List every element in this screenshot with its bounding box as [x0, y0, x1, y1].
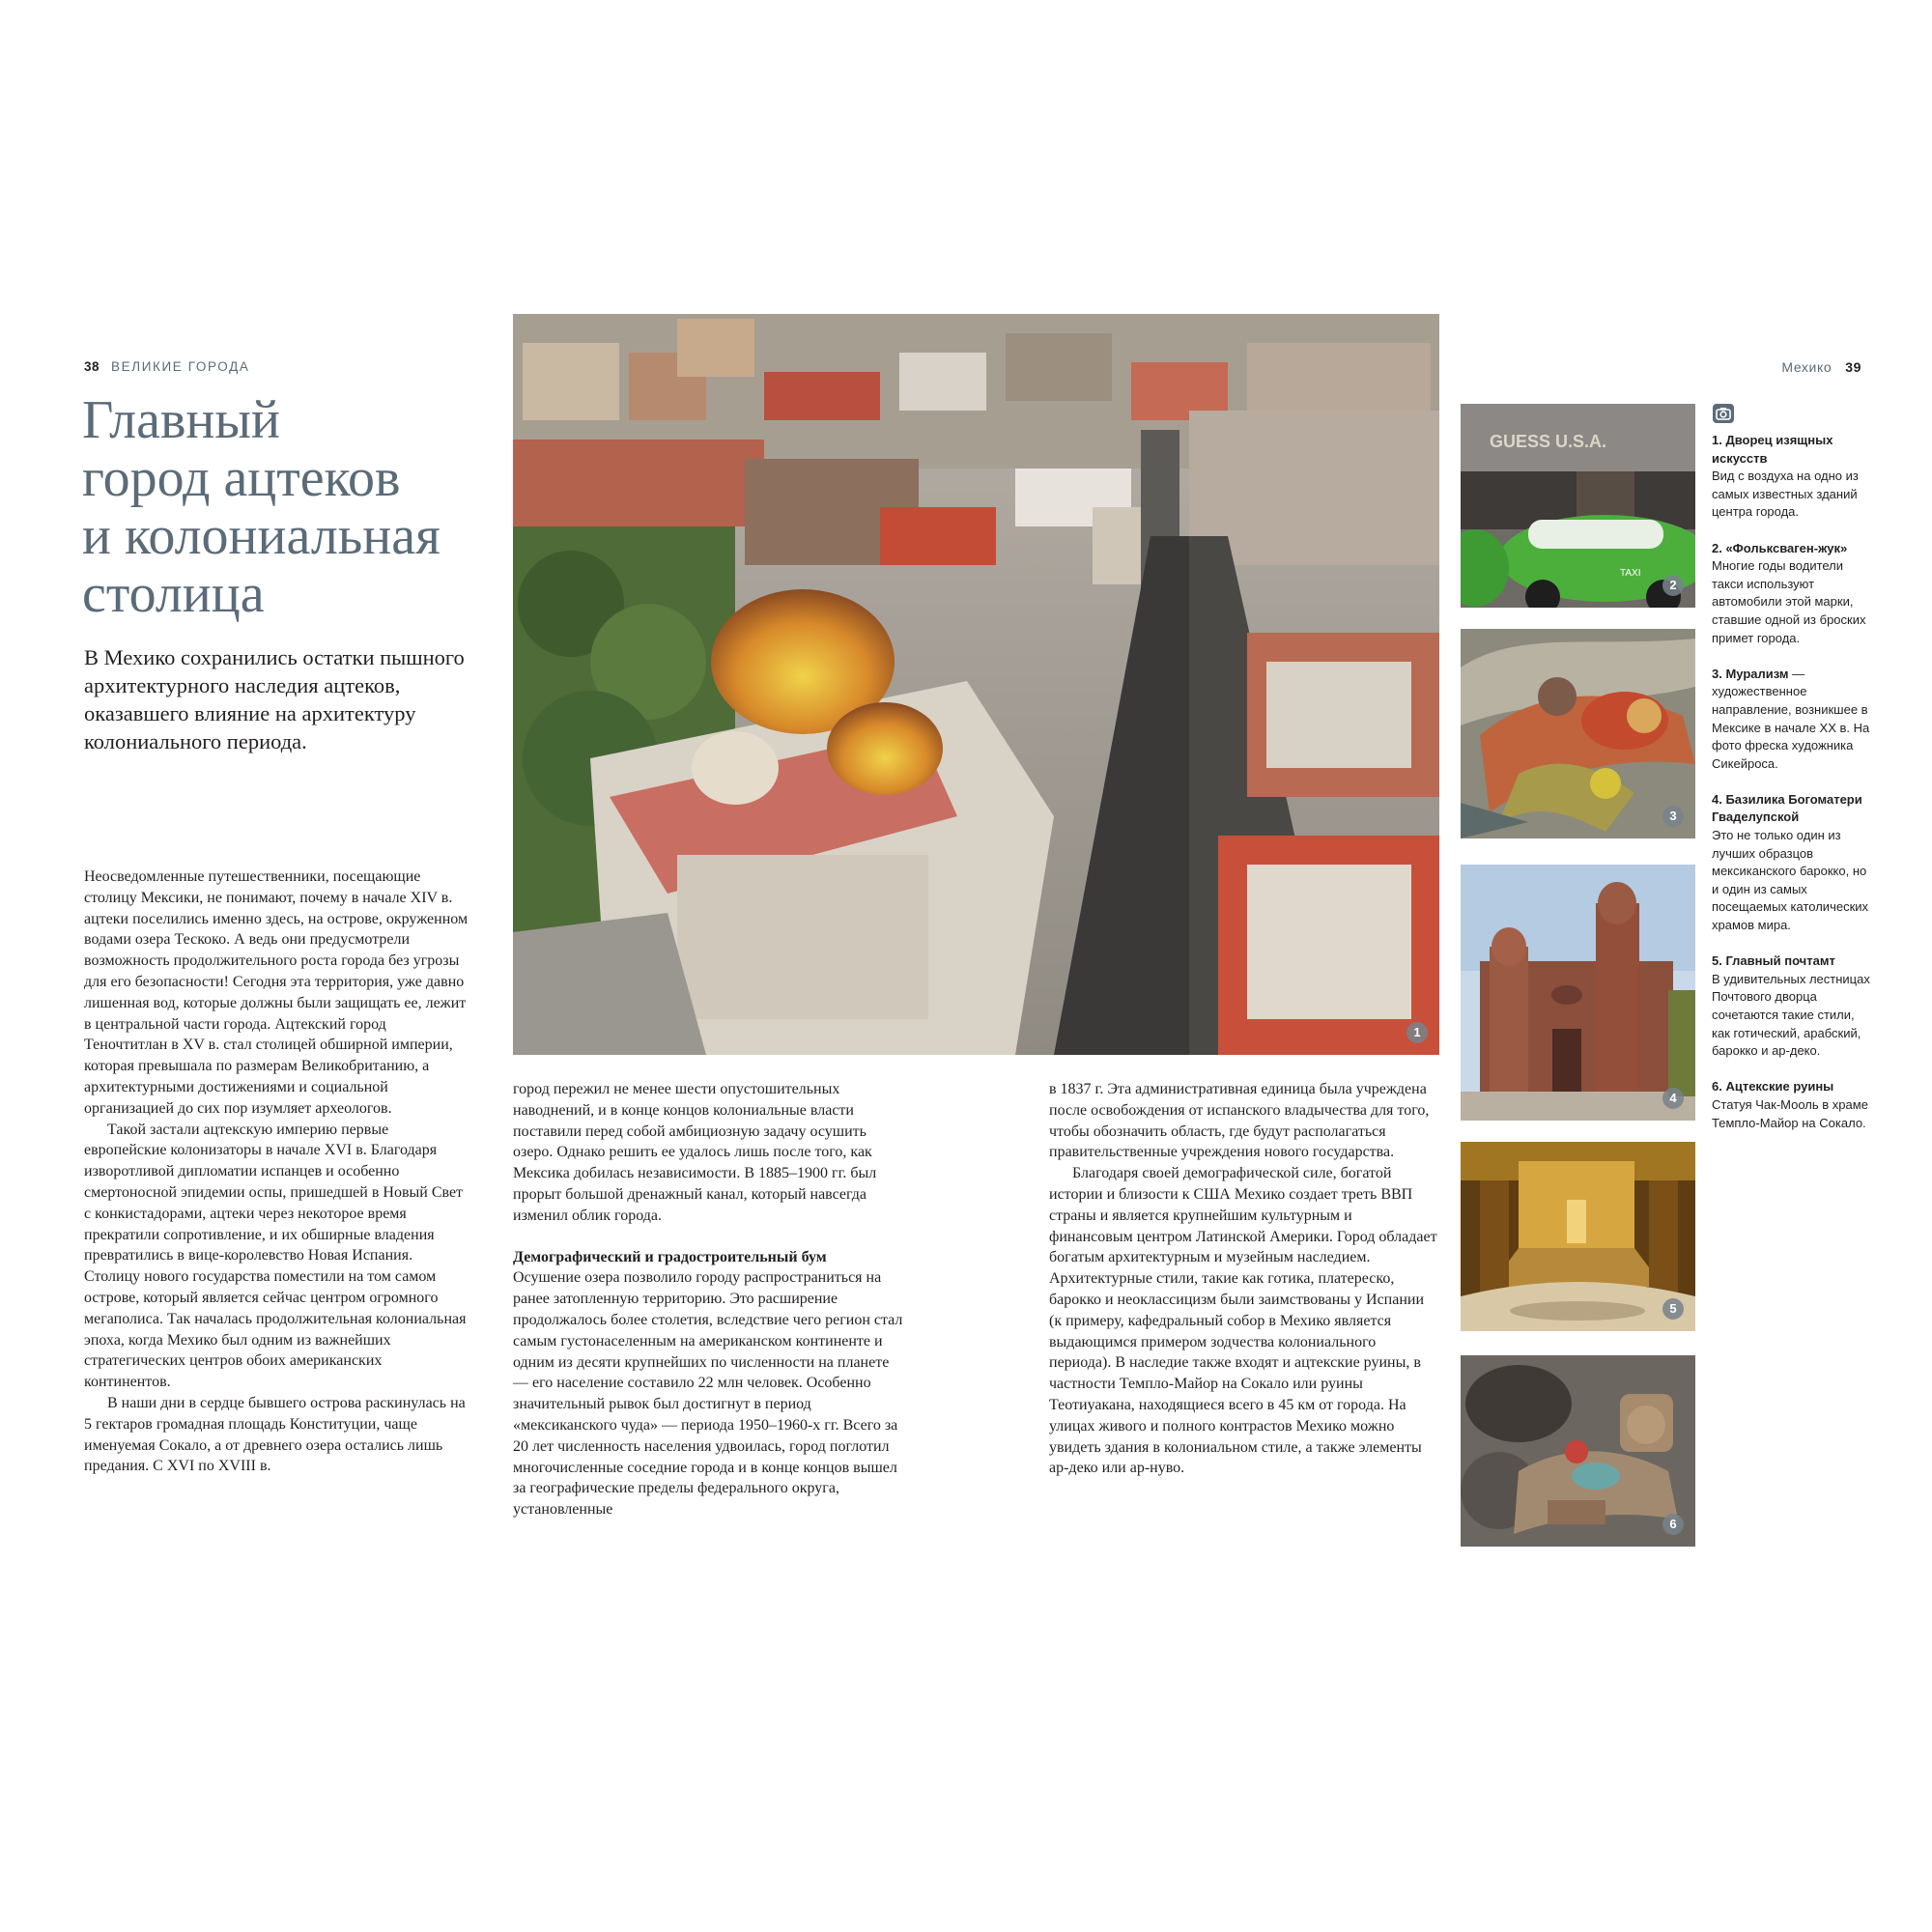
taxi-sign-text: TAXI [1620, 568, 1641, 579]
col2-paragraph-1: город пережил не менее шести опустошительных наводнений, и в конце концов колониальные власти поставили перед собой амбициозную задачу осушить озеро. Однако решить ее удалось лишь после того, как Мексика добилась независимости. В 1885–1900 гг. был прорыт большой дренажный канал, который навсегда изменил облик города. [513, 1081, 877, 1224]
photo-number-badge-5: 5 [1662, 1298, 1684, 1320]
body-column-3 [1049, 1079, 1439, 1479]
title-line-4: столица [82, 564, 265, 624]
caption-6 [1712, 1078, 1871, 1132]
caption-3 [1712, 666, 1871, 774]
col3-paragraph-1: в 1837 г. Эта административная единица была учреждена после освобождения от испанского владычества для того, чтобы обозначить область, где будут располагаться правительственные учреждения нового государства. [1049, 1081, 1430, 1161]
photo-number-badge-1: 1 [1406, 1022, 1428, 1043]
green-beetle-taxi-photo [1461, 404, 1695, 608]
photo-number-badge-3: 3 [1662, 806, 1684, 827]
post-office-interior-photo [1461, 1142, 1695, 1331]
caption-4-text: Это не только один из лучших образцов мексиканского барокко, но и один из самых посещаемых католических храмов мира. [1712, 828, 1869, 933]
caption-3-title: 3. Мурализм [1712, 666, 1789, 681]
caption-2-title: 2. «Фольксваген-жук» [1712, 540, 1848, 555]
caption-1-text: Вид с воздуха на одно из самых известных зданий центра города. [1712, 469, 1859, 520]
title-line-2: город ацтеков [82, 448, 401, 508]
section-heading: Демографический и градостроительный бум [513, 1248, 827, 1265]
col1-paragraph-3: В наши дни в сердце бывшего острова раскинулась на 5 гектаров громадная площадь Конституции, чаще именуемая Сокало, а от древнего озера остались лишь предания. С XVI по XVIII в. [84, 1394, 466, 1475]
aerial-city-photo [513, 314, 1439, 1055]
col1-paragraph-2: Такой застали ацтекскую империю первые европейские колонизаторы в начале XVI в. Благодаря изворотливой дипломатии испанцев и особенно смертоносной эпидемии оспы, пришедшей в Новый Свет с конкистадорами, ацтеки через некоторое время прекратили сопротивление, и их обширные владения превратились в вице-королевство Новая Испания. Столицу нового государства поместили на том самом острове, который является сейчас центром огромного мегаполиса. Так началась продолжительная колониальная эпоха, когда Мехико был одним из важнейших стратегических центров обоих американских континентов. [84, 1121, 467, 1391]
caption-2-text: Многие годы водители такси используют автомобили этой марки, ставшие одной из броских примет города. [1712, 558, 1866, 645]
caption-5-text: В удивительных лестницах Почтового дворца сочетаются такие стили, как готический, арабский, барокко и ар-деко. [1712, 971, 1870, 1059]
section-name-right: Мехико [1781, 359, 1833, 375]
photo-captions [1712, 432, 1871, 1151]
store-sign-text: GUESS U.S.A. [1490, 432, 1607, 451]
mural-fresco-photo [1461, 629, 1695, 838]
caption-5 [1712, 952, 1871, 1061]
basilica-photo [1461, 865, 1695, 1121]
caption-6-text: Статуя Чак-Мооль в храме Темпло-Майор на Сокало. [1712, 1096, 1868, 1130]
caption-6-title: 6. Ацтекские руины [1712, 1079, 1834, 1094]
caption-4-title: 4. Базилика Богоматери Гваделупской [1712, 791, 1862, 825]
photo-number-badge-6: 6 [1662, 1514, 1684, 1535]
running-header-left [84, 359, 249, 374]
page-number-right: 39 [1845, 359, 1861, 375]
body-column-1 [84, 867, 470, 1477]
caption-2 [1712, 540, 1871, 648]
camera-icon [1713, 404, 1734, 423]
body-column-2 [513, 1079, 903, 1520]
chac-mool-statue-photo [1461, 1355, 1695, 1547]
caption-3-text: — художественное направление, возникшее в Мексике в начале XX в. На фото фреска художника Сикейроса. [1712, 666, 1870, 771]
running-header-right [1781, 359, 1861, 375]
photo-number-badge-2: 2 [1662, 575, 1684, 596]
caption-1 [1712, 432, 1871, 522]
section-name-left: ВЕЛИКИЕ ГОРОДА [111, 359, 250, 374]
article-title [82, 391, 488, 623]
caption-1-title: 1. Дворец изящных искусств [1712, 433, 1833, 466]
photo-number-badge-4: 4 [1662, 1088, 1684, 1109]
col3-paragraph-2: Благодаря своей демографической силе, богатой истории и близости к США Мехико создает треть ВВП страны и является крупнейшим культурным и финансовым центром Латинской Америки. Город обладает богатым архитектурным и музейным наследием. Архитектурные стили, такие как готика, платереско, барокко и неоклассицизм были заимствованы у Испании (к примеру, кафедральный собор в Мехико является выдающимся примером зодчества колониального периода). В наследие также входят и ацтекские руины, в частности Темпло-Майор на Сокало или руины Теотиуакана, находящиеся всего в 45 км от города. На улицах живого и полного контрастов Мехико можно увидеть здания в колониальном стиле, а также элементы ар-деко или ар-нуво. [1049, 1165, 1437, 1477]
caption-4 [1712, 791, 1871, 935]
caption-5-title: 5. Главный почтамт [1712, 953, 1835, 969]
col2-paragraph-2: Осушение озера позволило городу распространиться на ранее затопленную территорию. Это расширение продолжалось более столетия, вследствие чего регион стал самым густонаселенным на американском континенте и одним из десяти крупнейших по численности на планете — его население составило 22 млн человек. Особенно значительный рывок был достигнут в период «мексиканского чуда» — периода 1950–1960-х гг. Всего за 20 лет численность населения удвоилась, город поглотил многочисленные соседние города и в конце концов вышел за географические пределы федерального округа, установленные [513, 1269, 903, 1519]
page-number-left: 38 [84, 359, 100, 374]
title-line-3: и колониальная [82, 506, 440, 566]
article-lead: В Мехико сохранились остатки пышного архитектурного наследия ацтеков, оказавшего влияние на архитектуру колониального периода. [84, 645, 465, 753]
col1-paragraph-1: Неосведомленные путешественники, посещающие столицу Мексики, не понимают, почему в начале XIV в. ацтеки поселились именно здесь, на острове, окруженном водами озера Тескоко. А ведь они предусмотрели возможность продолжительного роста города без угрозы для его безопасности! Сегодня эта территория, уже давно лишенная вод, которые должны были защищать ее, лежит в центральной части города. Ацтекский город Теночтитлан в XV в. стал столицей обширной империи, которая превышала по размерам Великобританию, а архитектурными достижениями и социальной организацией до сих пор изумляет археологов. [84, 868, 469, 1117]
title-line-1: Главный [82, 390, 280, 450]
